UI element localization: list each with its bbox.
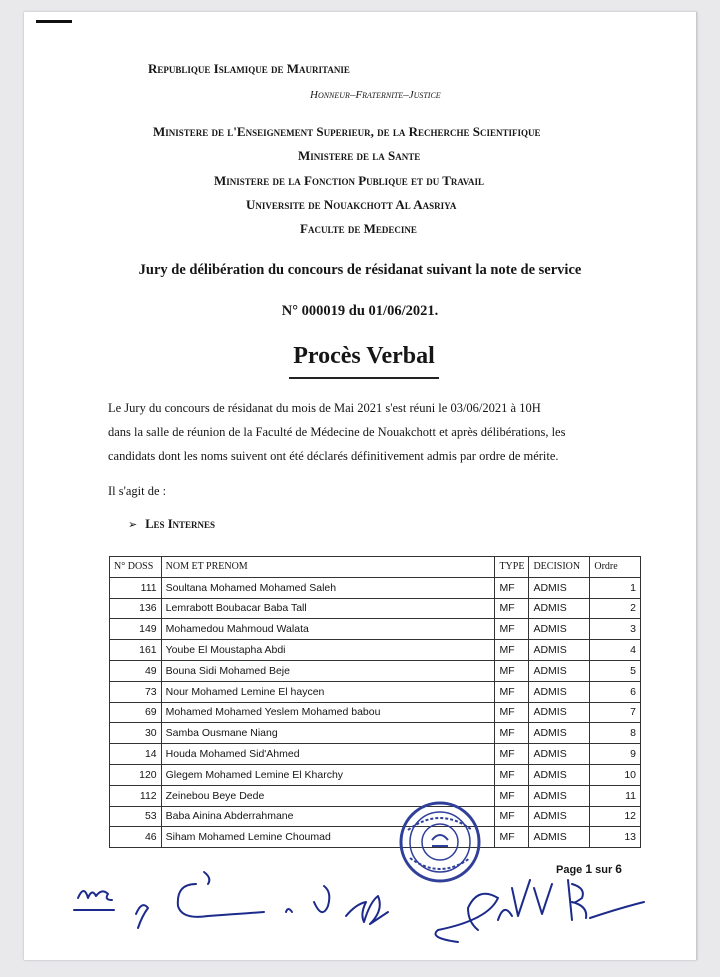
doss-cell: 136 [110,598,162,619]
decision-cell: ADMIS [529,660,590,681]
type-cell: MF [495,660,529,681]
name-cell: Mohamed Mohamed Yeslem Mohamed babou [161,702,495,723]
order-cell: 9 [590,744,641,765]
doss-cell: 149 [110,619,162,640]
signature-initials [78,891,112,900]
decision-cell: ADMIS [529,619,590,640]
type-cell: MF [495,827,529,848]
body-line: Le Jury du concours de résidanat du mois de Mai 2021 s'est réuni le 03/06/2021 à 10H [108,401,541,415]
order-cell: 11 [590,785,641,806]
ministry-public-service: Ministere de la Fonction Publique et du Travail [214,173,485,188]
order-cell: 12 [590,806,641,827]
col-header-order: Ordre [590,557,641,578]
col-header-decision: DECISION [529,557,590,578]
name-cell: Nour Mohamed Lemine El haycen [161,681,495,702]
name-cell: Houda Mohamed Sid'Ahmed [161,744,495,765]
type-cell: MF [495,764,529,785]
national-motto: Honneur–Fraternite–Justice [310,89,441,101]
doss-cell: 30 [110,723,162,744]
type-cell: MF [495,744,529,765]
name-cell: Zeinebou Beye Dede [161,785,495,806]
country-name: Republique Islamique de Mauritanie [148,61,350,76]
decision-cell: ADMIS [529,577,590,598]
body-line: dans la salle de réunion de la Faculté de Médecine de Nouakchott et après délibérations, les [108,425,566,439]
name-cell: Glegem Mohamed Lemine El Kharchy [161,764,495,785]
section-label: Les Internes [145,517,216,531]
order-cell: 2 [590,598,641,619]
col-header-doss: N° DOSS [110,557,162,578]
name-cell: Mohamedou Mahmoud Walata [161,619,495,640]
doss-cell: 14 [110,744,162,765]
decision-cell: ADMIS [529,785,590,806]
jury-heading: Jury de délibération du concours de résidanat suivant la note de service [138,262,582,278]
type-cell: MF [495,577,529,598]
order-cell: 5 [590,660,641,681]
order-cell: 7 [590,702,641,723]
doss-cell: 111 [110,577,162,598]
order-cell: 3 [590,619,641,640]
type-cell: MF [495,640,529,661]
doss-cell: 46 [110,827,162,848]
order-cell: 13 [590,827,641,848]
decision-cell: ADMIS [529,681,590,702]
type-cell: MF [495,806,529,827]
name-cell: Soultana Mohamed Mohamed Saleh [161,577,495,598]
service-note-number: N° 000019 du 01/06/2021. [281,303,439,319]
page-indicator: Page 1 sur 6 [556,862,622,876]
decision-cell: ADMIS [529,702,590,723]
doss-cell: 69 [110,702,162,723]
faculty-name: Faculte de Medecine [300,221,417,236]
arrow-bullet-icon: ➢ [128,519,138,531]
order-cell: 1 [590,577,641,598]
university-name: Universite de Nouakchott Al Aasriya [246,197,457,212]
order-cell: 8 [590,723,641,744]
ministry-health: Ministere de la Sante [298,148,421,163]
doss-cell: 53 [110,806,162,827]
name-cell: Samba Ousmane Niang [161,723,495,744]
type-cell: MF [495,619,529,640]
ministry-higher-education: Ministere de l'Enseignement Superieur, de la Recherche Scientifique [153,124,541,139]
type-cell: MF [495,723,529,744]
intro-text: Il s'agit de : [108,484,167,498]
body-line: candidats dont les noms suivent ont été déclarés définitivement admis par ordre de mérite. [108,449,559,463]
name-cell: Baba Ainina Abderrahmane [161,806,495,827]
type-cell: MF [495,702,529,723]
type-cell: MF [495,681,529,702]
decision-cell: ADMIS [529,764,590,785]
name-cell: Siham Mohamed Lemine Choumad [161,827,495,848]
type-cell: MF [495,598,529,619]
name-cell: Lemrabott Boubacar Baba Tall [161,598,495,619]
decision-cell: ADMIS [529,827,590,848]
name-cell: Yoube El Moustapha Abdi [161,640,495,661]
order-cell: 10 [590,764,641,785]
decision-cell: ADMIS [529,598,590,619]
order-cell: 4 [590,640,641,661]
decision-cell: ADMIS [529,806,590,827]
doss-cell: 49 [110,660,162,681]
name-cell: Bouna Sidi Mohamed Beje [161,660,495,681]
col-header-type: TYPE [495,557,529,578]
page-title: Procès Verbal [293,343,435,369]
doss-cell: 161 [110,640,162,661]
decision-cell: ADMIS [529,723,590,744]
decision-cell: ADMIS [529,640,590,661]
col-header-name: NOM ET PRENOM [161,557,495,578]
decision-cell: ADMIS [529,744,590,765]
type-cell: MF [495,785,529,806]
doss-cell: 73 [110,681,162,702]
doss-cell: 120 [110,764,162,785]
doss-cell: 112 [110,785,162,806]
order-cell: 6 [590,681,641,702]
